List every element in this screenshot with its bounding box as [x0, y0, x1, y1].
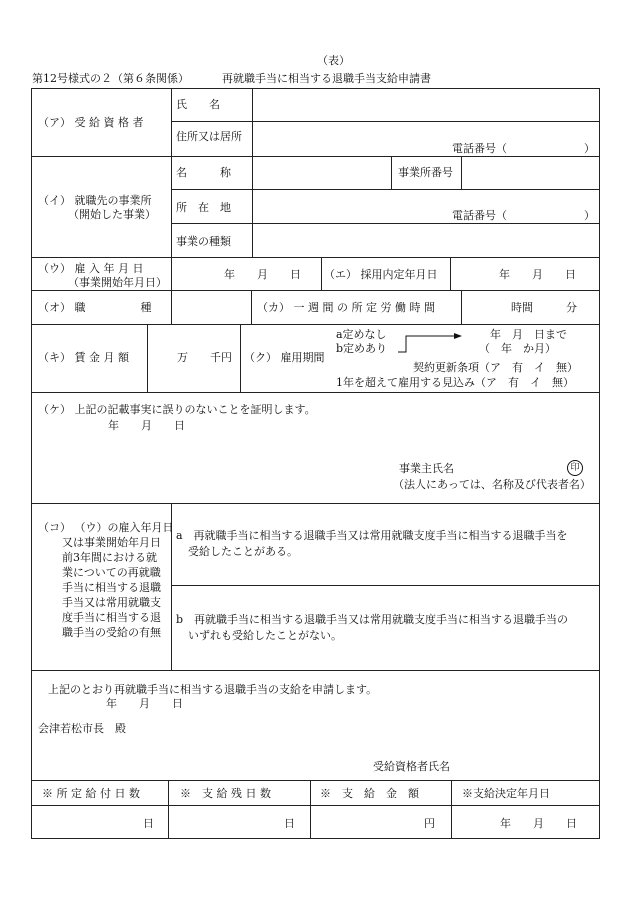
employer-section-label: （イ） 就職先の事業所 — [38, 194, 152, 207]
address-label: 住所又は居所 — [176, 130, 242, 143]
period-option-none: a定めなし — [336, 328, 387, 341]
decision-date-header: ※支給決定年月日 — [462, 787, 550, 800]
address-field[interactable] — [254, 123, 598, 143]
location-field[interactable] — [254, 191, 598, 209]
payment-amount-header: ※ 支 給 金 額 — [320, 787, 419, 800]
prior-receipt-label-2: 又は事業開始年月日 — [62, 536, 161, 549]
prior-receipt-label-6: 手当又は常用就職支 — [62, 596, 161, 609]
payment-amount-unit: 円 — [424, 817, 435, 830]
recipient-section-label: （ア） 受 給 資 格 者 — [38, 116, 144, 129]
hire-date-label: （ウ） 雇 入 年 月 日 — [38, 262, 144, 275]
hire-date-units: 年 月 日 — [224, 268, 301, 281]
prescribed-days-unit: 日 — [143, 817, 154, 830]
location-label: 所 在 地 — [176, 201, 231, 214]
prior-receipt-label-3: 前3年間における就 — [62, 551, 157, 564]
employer-certification: （ケ） 上記の記載事実に誤りのないことを証明します。 — [38, 403, 316, 416]
application-date: 年 月 日 — [106, 697, 183, 710]
renewal-clause: 契約更新条項（ア 有 イ 無） — [413, 361, 578, 374]
prior-receipt-option-b-cont: いずれも受給したことがない。 — [188, 629, 342, 642]
applicant-name-label: 受給資格者氏名 — [373, 760, 450, 773]
form-number: 第12号様式の２（第６条関係） — [32, 72, 189, 85]
company-name-field[interactable] — [254, 158, 389, 188]
form-title: 再就職手当に相当する退職手当支給申請書 — [222, 72, 431, 85]
company-name-label: 名 称 — [176, 166, 231, 179]
weekly-hours-label: （カ） 一 週 間 の 所 定 労 働 時 間 — [257, 301, 435, 314]
period-months: （ 年 か月） — [479, 342, 556, 355]
employment-period-label: （ク） 雇用期間 — [244, 351, 325, 364]
addressee: 会津若松市長 殿 — [38, 722, 126, 735]
side-label: （表） — [317, 54, 350, 67]
employer-name-label: 事業主氏名 — [399, 462, 454, 475]
remaining-days-unit: 日 — [284, 817, 295, 830]
prior-receipt-label-1: （コ） （ウ）の雇入年月日 — [38, 521, 174, 534]
arrow-icon — [396, 332, 464, 354]
office-number-field[interactable] — [463, 158, 598, 188]
occupation-label: （オ） 職 種 — [38, 301, 152, 314]
corporation-note: （法人にあっては、名称及び代表者名） — [393, 478, 591, 491]
prior-receipt-option-a[interactable]: a 再就職手当に相当する退職手当又は常用就職支度手当に相当する退職手当を — [176, 529, 568, 542]
office-number-label: 事業所番号 — [398, 166, 453, 179]
name-label: 氏 名 — [176, 98, 220, 111]
prior-receipt-label-7: 度手当に相当する退 — [62, 611, 161, 624]
employer-phone-label: 電話番号（ ） — [452, 209, 595, 222]
remaining-days-header: ※ 支 給 残 日 数 — [180, 787, 271, 800]
offer-date-units: 年 月 日 — [499, 268, 576, 281]
decision-date-unit: 年 月 日 — [500, 817, 577, 830]
prior-receipt-option-b[interactable]: b 再就職手当に相当する退職手当又は常用就職支度手当に相当する退職手当の — [176, 613, 569, 626]
seal-mark: 印 — [567, 460, 583, 476]
applicant-name-field[interactable] — [460, 756, 590, 774]
name-field[interactable] — [254, 90, 598, 120]
prior-receipt-label-8: 職手当の受給の有無 — [62, 626, 161, 639]
application-statement: 上記のとおり再就職手当に相当する退職手当の支給を申請します。 — [48, 683, 378, 696]
occupation-field[interactable] — [173, 292, 250, 323]
prior-receipt-label-5: 手当に相当する退職 — [62, 581, 161, 594]
employer-name-field[interactable] — [455, 458, 565, 476]
certification-date: 年 月 日 — [108, 419, 185, 432]
offer-date-label: （エ） 採用内定年月日 — [324, 268, 438, 281]
prior-receipt-label-4: 業についての再就職 — [62, 566, 161, 579]
business-type-field[interactable] — [254, 225, 598, 256]
business-type-label: 事業の種類 — [176, 235, 231, 248]
prior-receipt-option-a-cont: 受給したことがある。 — [188, 545, 298, 558]
hire-date-sublabel: （事業開始年月日） — [68, 276, 167, 289]
over-one-year: 1年を超えて雇用する見込み（ア 有 イ 無） — [336, 376, 574, 389]
employer-section-sublabel: （開始した事業） — [68, 208, 156, 221]
weekly-hours-units: 時間 分 — [511, 301, 577, 314]
monthly-wage-units: 万 千円 — [177, 351, 232, 364]
period-option-fixed: b定めあり — [336, 342, 388, 355]
monthly-wage-label: （キ） 賃 金 月 額 — [38, 351, 129, 364]
recipient-phone-label: 電話番号（ ） — [452, 142, 595, 155]
prescribed-days-header: ※ 所 定 給 付 日 数 — [42, 787, 140, 800]
period-until: 年 月 日まで — [490, 328, 567, 341]
